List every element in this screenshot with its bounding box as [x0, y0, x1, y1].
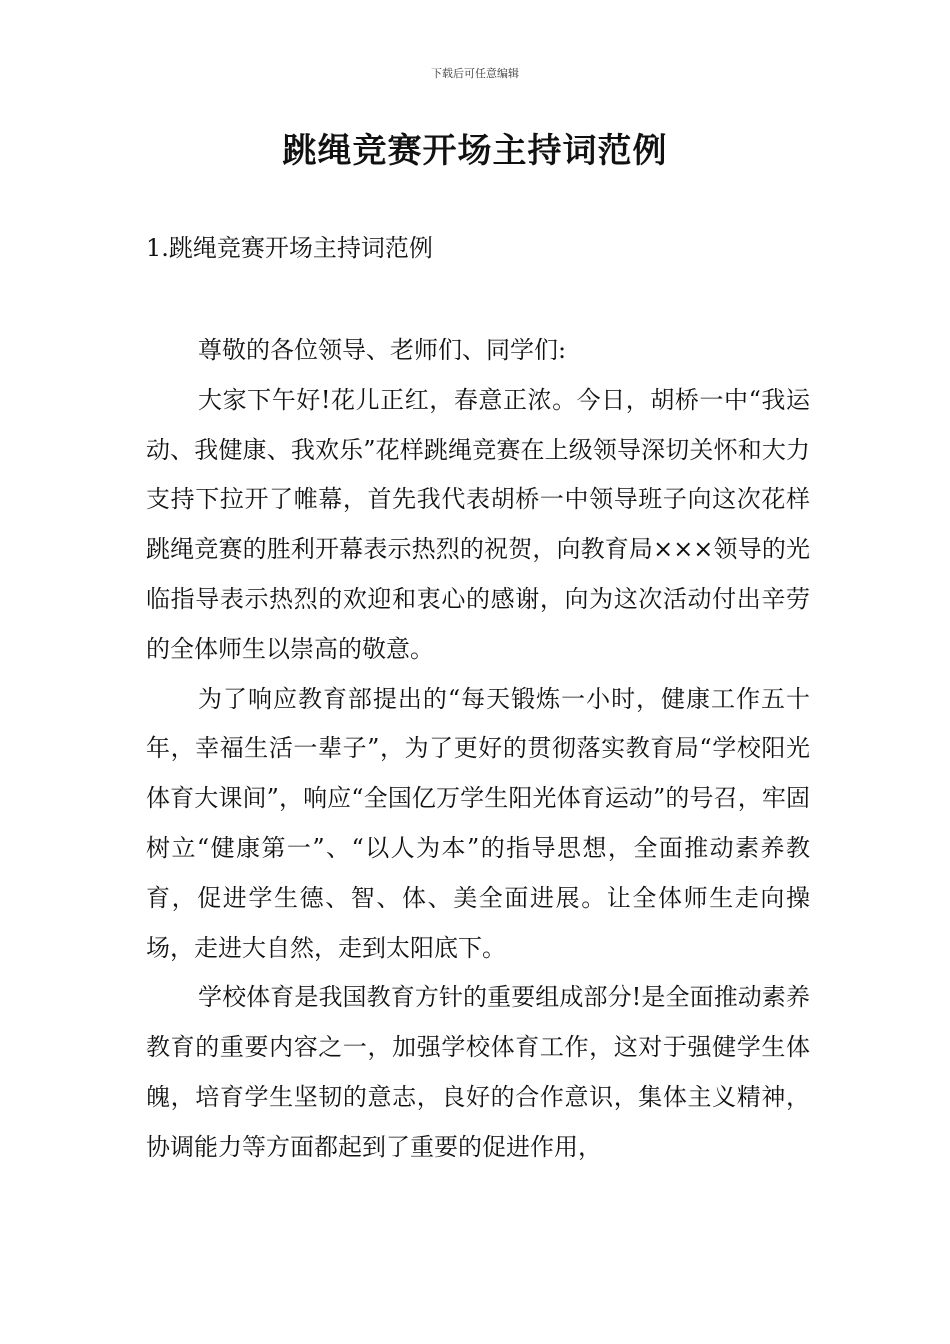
document-title: 跳绳竞赛开场主持词范例 — [282, 131, 668, 171]
paragraph-purpose: 为了响应教育部提出的“每天锻炼一小时，健康工作五十年，幸福生活一辈子”，为了更好的贯彻落实教育局“学校阳光体育大课间”，响应“全国亿万学生阳光体育运动”的号召，牢固树立“健康第一”、“以人为本”的指导思想，全面推动素养教育，促进学生德、智、体、美全面进展。让全体师生走向操场，走进大自然，走到太阳底下。 — [146, 684, 810, 962]
section-heading: 1.跳绳竞赛开场主持词范例 — [146, 234, 433, 262]
paragraph-importance: 学校体育是我国教育方针的重要组成部分!是全面推动素养教育的重要内容之一，加强学校体育工作，这对于强健学生体魄，培育学生坚韧的意志，良好的合作意识，集体主义精神，协调能力等方面都起到了重要的促进作用， — [146, 983, 810, 1161]
paragraph-welcome: 大家下午好!花儿正红，春意正浓。今日，胡桥一中“我运动、我健康、我欢乐”花样跳绳竞赛在上级领导深切关怀和大力支持下拉开了帷幕，首先我代表胡桥一中领导班子向这次花样跳绳竞赛的胜利开幕表示热烈的祝贺，向教育局×××领导的光临指导表示热烈的欢迎和衷心的感谢，向为这次活动付出辛劳的全体师生以崇高的敬意。 — [146, 385, 810, 663]
document-body — [146, 326, 810, 1173]
header-note: 下载后可任意编辑 — [431, 67, 519, 80]
paragraph-greeting: 尊敬的各位领导、老师们、同学们: — [198, 336, 567, 364]
